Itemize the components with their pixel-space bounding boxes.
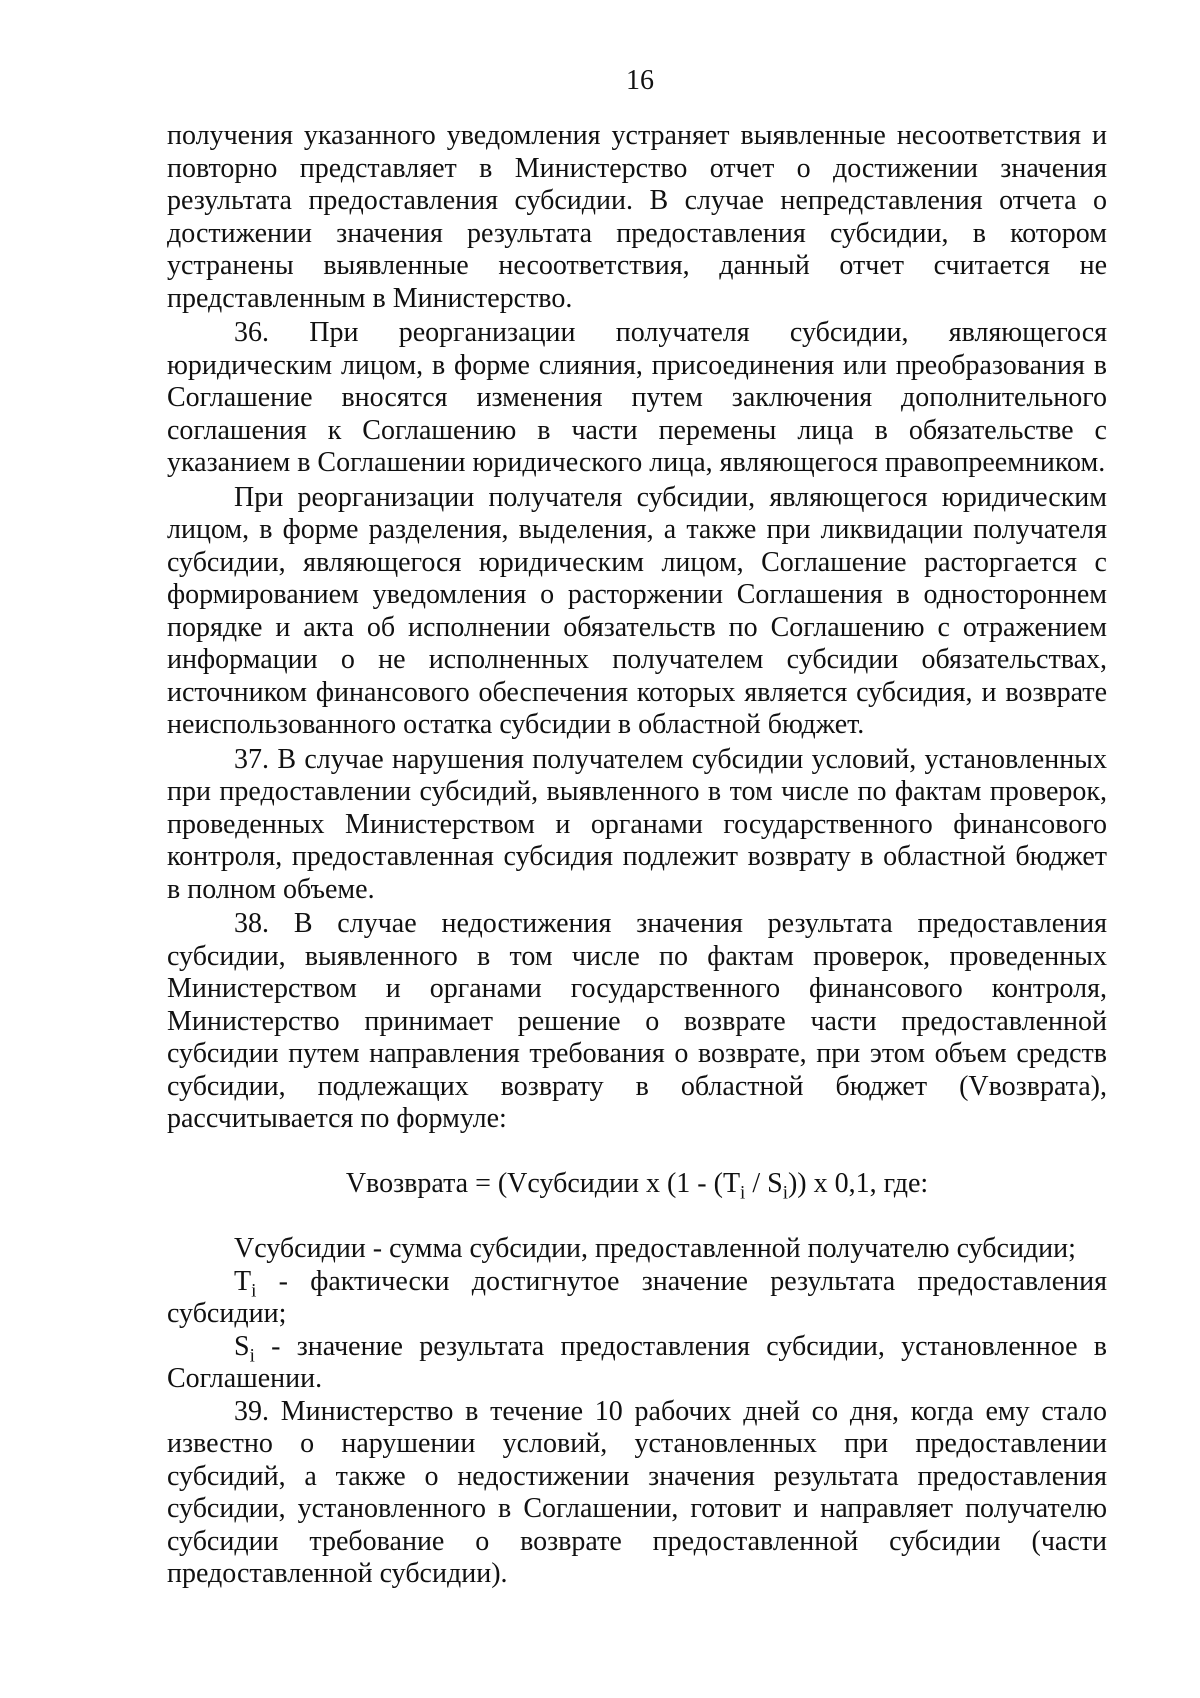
symbol-s-subscript: i	[249, 1345, 255, 1367]
symbol-t-subscript: i	[251, 1280, 257, 1302]
formula-subscript-t: i	[740, 1182, 746, 1204]
paragraph-continuation: получения указанного уведомления устраняет выявленные несоответствия и повторно представляет в Министерство отчет о достижении значения результата предоставления субсидии. В случае непредставления отчета о достижении значения результата предоставления субсидии, в котором устранены выявленные несоответствия, данный отчет считается не представленным в Министерство.	[167, 120, 1107, 314]
paragraph-36: 36. При реорганизации получателя субсидии, являющегося юридическим лицом, в форме слияния, присоединения или преобразования в Соглашение вносятся изменения путем заключения дополнительного соглашения к Соглашению в части перемены лица в обязательстве с указанием в Соглашении юридического лица, являющегося правопреемником.	[167, 317, 1107, 478]
symbol-t: T	[234, 1265, 252, 1297]
definition-s	[167, 1331, 1107, 1396]
paragraph-38: 38. В случае недостижения значения результата предоставления субсидии, выявленного в том числе по фактам проверок, проведенных Министерством и органами государственного финансового контроля, Министерство принимает решение о возврате части предоставленной субсидии путем направления требования о возврате, при этом объем средств субсидии, подлежащих возврату в областной бюджет (Vвозврата), рассчитывается по формуле:	[167, 908, 1107, 1134]
symbol-s: S	[234, 1330, 250, 1362]
paragraph-37: 37. В случае нарушения получателем субсидии условий, установленных при предоставлении субсидий, выявленного в том числе по фактам проверок, проведенных Министерством и органами государственного финансового контроля, предоставленная субсидия подлежит возврату в областной бюджет в полном объеме.	[167, 743, 1107, 905]
definition-s-text: - значение результата предоставления субсидии, установленное в Соглашении.	[167, 1330, 1107, 1394]
page-number: 16	[626, 65, 654, 96]
paragraph-36-reorganization: При реорганизации получателя субсидии, являющегося юридическим лицом, в форме разделения, выделения, а также при ликвидации получателя субсидии, являющегося юридическим лицом, Соглашение расторгается с формированием уведомления о расторжении Соглашения в одностороннем порядке и акта об исполнении обязательств по Соглашению с отражением информации о не исполненных получателем субсидии обязательствах, источником финансового обеспечения которых является субсидия, и возврате неиспользованного остатка субсидии в областной бюджет.	[167, 481, 1107, 740]
formula-end: )) x 0,1, где:	[787, 1167, 929, 1199]
formula-subscript-s: i	[782, 1182, 788, 1204]
definition-t-text: - фактически достигнутое значение результата предоставления субсидии;	[167, 1265, 1107, 1329]
return-formula	[167, 1167, 1107, 1204]
document-body	[167, 120, 1107, 1591]
definition-v-subsidy: Vсубсидии - сумма субсидии, предоставленной получателю субсидии;	[234, 1233, 1076, 1264]
paragraph-39: 39. Министерство в течение 10 рабочих дней со дня, когда ему стало известно о нарушении условий, установленных при предоставлении субсидий, а также о недостижении значения результата предоставления субсидии, установленного в Соглашении, готовит и направляет получателю субсидии требование о возврате предоставленной субсидии (части предоставленной субсидии).	[167, 1395, 1107, 1589]
definition-t	[167, 1266, 1107, 1331]
formula-start: Vвозврата = (Vсубсидии x (1 - (T	[345, 1167, 741, 1199]
formula-slash: / S	[745, 1167, 783, 1199]
